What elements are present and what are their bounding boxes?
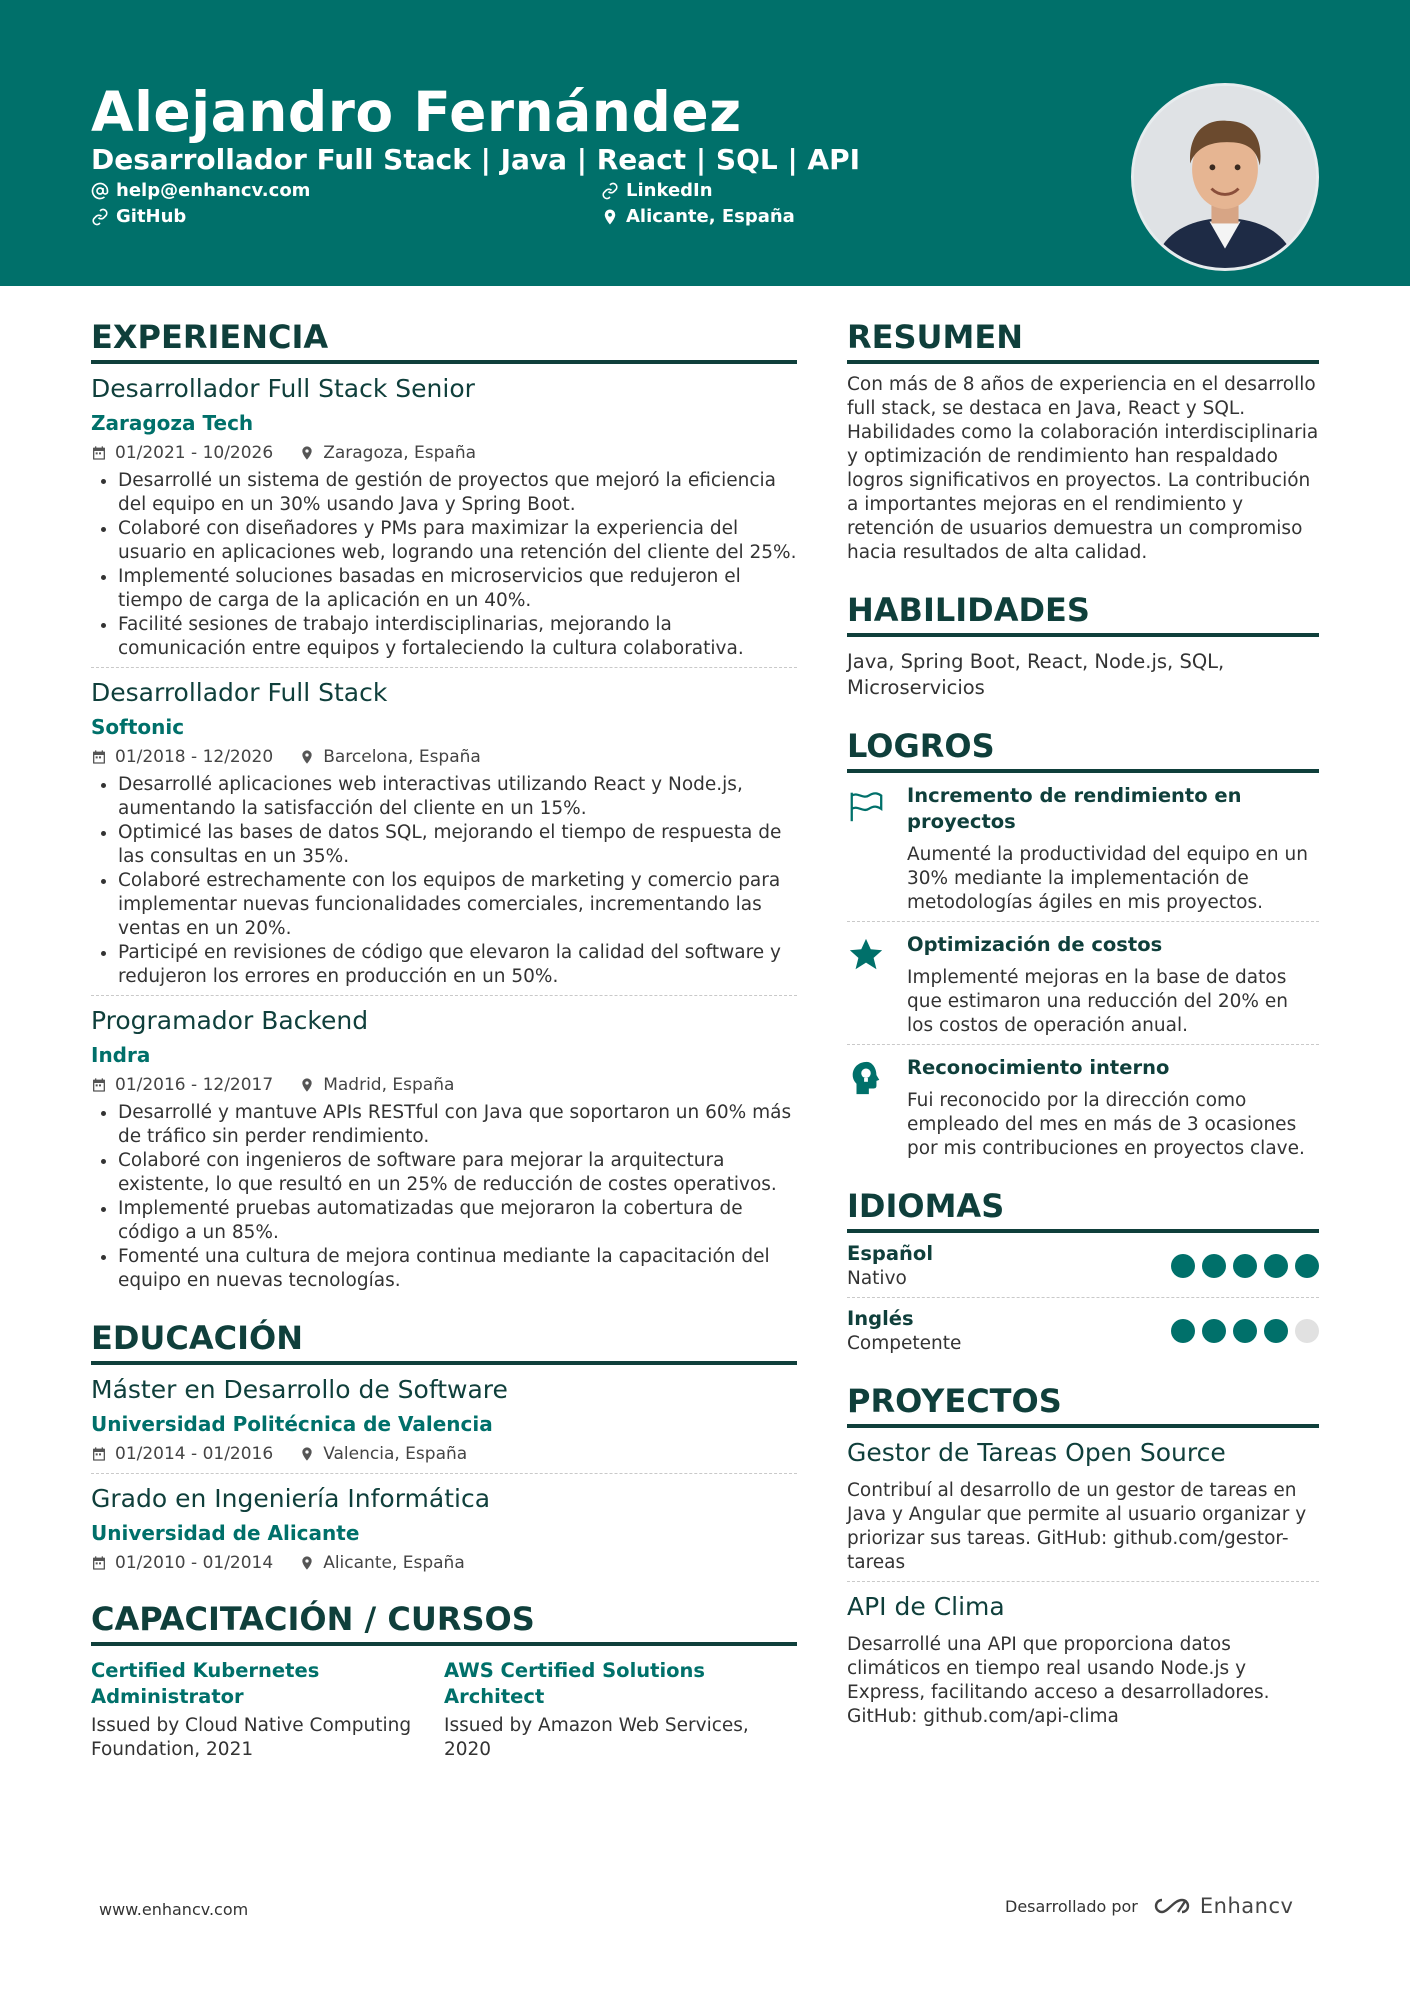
language-info bbox=[847, 1306, 961, 1356]
education-entry bbox=[91, 1482, 797, 1576]
job-role: Desarrollador Full Stack Senior bbox=[91, 374, 475, 403]
contact-email-text: help@enhancv.com bbox=[116, 180, 311, 201]
project-title: API de Clima bbox=[847, 1592, 1005, 1621]
achievement-desc: Implementé mejoras en la base de datos que estimaron una reducción del 20% en los costos de operación anual. bbox=[907, 967, 1289, 1036]
job-bullet: • Participé en revisiones de código que elevaron la calidad del software y redujeron los errores en producción en un 50%. bbox=[118, 941, 797, 989]
divider bbox=[91, 995, 797, 996]
profile-photo bbox=[1131, 83, 1319, 271]
job-location-text: Barcelona, España bbox=[323, 747, 481, 767]
calendar-icon bbox=[91, 1446, 107, 1462]
job-dates: 01/2021 - 10/2026 bbox=[115, 443, 274, 463]
achievement-icon-wrap bbox=[847, 1055, 893, 1161]
job-dates: 01/2018 - 12/2020 bbox=[115, 747, 274, 767]
course-item bbox=[444, 1658, 797, 1762]
course-title: AWS Certified Solutions Architect bbox=[444, 1659, 706, 1708]
rating-dot-filled bbox=[1171, 1254, 1195, 1278]
education-entry bbox=[91, 1373, 797, 1474]
degree-title: Grado en Ingeniería Informática bbox=[91, 1484, 491, 1513]
education-dates: 01/2014 - 01/2016 bbox=[115, 1444, 274, 1464]
job-bullets bbox=[91, 773, 797, 989]
achievement-desc: Aumenté la productividad del equipo en un 30% mediante la implementación de metodologías ágiles en mis proyectos. bbox=[907, 844, 1308, 913]
contact-linkedin-text: LinkedIn bbox=[626, 180, 713, 201]
summary-heading: RESUMEN bbox=[847, 316, 1319, 364]
language-level: Nativo bbox=[847, 1268, 907, 1289]
divider bbox=[847, 1581, 1319, 1582]
rating-dot-filled bbox=[1233, 1319, 1257, 1343]
language-level: Competente bbox=[847, 1333, 962, 1354]
job-dates: 01/2016 - 12/2017 bbox=[115, 1075, 274, 1095]
job-bullet: • Facilité sesiones de trabajo interdisciplinarias, mejorando la comunicación entre equipos y fortaleciendo la cultura colaborativa. bbox=[118, 613, 797, 661]
achievement-body bbox=[893, 932, 1319, 1038]
skills-heading: HABILIDADES bbox=[847, 589, 1319, 637]
calendar-icon bbox=[91, 1555, 107, 1571]
achievement-item bbox=[847, 783, 1319, 915]
education-location bbox=[299, 1441, 467, 1467]
right-column bbox=[847, 316, 1319, 1729]
job-bullet: • Colaboré con ingenieros de software para mejorar la arquitectura existente, lo que resultó en un 25% de reducción de costes operativos. bbox=[118, 1149, 797, 1197]
project-desc: Desarrollé una API que proporciona datos climáticos en tiempo real usando Node.js y Express, facilitando acceso a desarrolladores. GitHub: github.com/api-clima bbox=[847, 1634, 1270, 1727]
job-company: Zaragoza Tech bbox=[91, 411, 254, 435]
experience-entry bbox=[91, 372, 797, 668]
divider bbox=[847, 1044, 1319, 1045]
job-bullet: • Optimicé las bases de datos SQL, mejorando el tiempo de respuesta de las consultas en un 35%. bbox=[118, 821, 797, 869]
achievement-item bbox=[847, 932, 1319, 1038]
flag-icon bbox=[847, 787, 885, 825]
rating-dot-filled bbox=[1295, 1254, 1319, 1278]
job-bullet: • Desarrollé y mantuve APIs RESTful con Java que soportaron un 60% más de tráfico sin perder rendimiento. bbox=[118, 1101, 797, 1149]
rating-dot-filled bbox=[1171, 1319, 1195, 1343]
footer-website[interactable]: www.enhancv.com bbox=[99, 1900, 249, 1919]
job-company: Softonic bbox=[91, 715, 185, 739]
link-icon bbox=[91, 208, 109, 226]
job-location-text: Zaragoza, España bbox=[323, 443, 477, 463]
job-role: Desarrollador Full Stack bbox=[91, 678, 388, 707]
job-bullet: • Colaboré con diseñadores y PMs para maximizar la experiencia del usuario en aplicaciones web, logrando una retención del cliente del 25%. bbox=[118, 517, 797, 565]
contact-location-text: Alicante, España bbox=[626, 206, 795, 227]
experience-entry bbox=[91, 1004, 797, 1293]
achievement-title: Reconocimiento interno bbox=[907, 1056, 1170, 1079]
achievement-icon-wrap bbox=[847, 932, 893, 1038]
location-pin-icon bbox=[299, 1446, 315, 1462]
divider bbox=[91, 667, 797, 668]
job-bullets bbox=[91, 1101, 797, 1293]
language-item bbox=[847, 1241, 1319, 1291]
job-location bbox=[299, 1072, 454, 1098]
job-bullets bbox=[91, 469, 797, 661]
at-icon bbox=[91, 182, 109, 200]
project-title: Gestor de Tareas Open Source bbox=[847, 1438, 1226, 1467]
education-heading: EDUCACIÓN bbox=[91, 1317, 797, 1365]
divider bbox=[847, 921, 1319, 922]
education-meta bbox=[91, 1441, 797, 1467]
footer-credit bbox=[1005, 1894, 1293, 1918]
job-bullet: • Colaboré estrechamente con los equipos de marketing y comercio para implementar nuevas funcionalidades comerciales, incrementando las ventas en un 20%. bbox=[118, 869, 797, 941]
language-rating bbox=[1171, 1254, 1319, 1278]
school-name: Universidad de Alicante bbox=[91, 1521, 360, 1545]
job-meta bbox=[91, 440, 797, 466]
course-title: Certified Kubernetes Administrator bbox=[91, 1659, 320, 1708]
contact-github[interactable] bbox=[91, 204, 186, 230]
job-bullet: • Implementé pruebas automatizadas que mejoraron la cobertura de código a un 85%. bbox=[118, 1197, 797, 1245]
experience-heading: EXPERIENCIA bbox=[91, 316, 797, 364]
calendar-icon bbox=[91, 749, 107, 765]
education-location-text: Alicante, España bbox=[323, 1553, 465, 1573]
achievement-body bbox=[893, 783, 1319, 915]
star-icon bbox=[847, 936, 885, 974]
candidate-name: Alejandro Fernández bbox=[91, 80, 742, 144]
projects-heading: PROYECTOS bbox=[847, 1380, 1319, 1428]
enhancv-logo-icon bbox=[1150, 1894, 1194, 1918]
divider bbox=[847, 1297, 1319, 1298]
location-pin-icon bbox=[299, 749, 315, 765]
language-item bbox=[847, 1306, 1319, 1356]
candidate-tagline: Desarrollador Full Stack | Java | React | SQL | API bbox=[91, 143, 861, 176]
job-role: Programador Backend bbox=[91, 1006, 369, 1035]
language-name: Español bbox=[847, 1242, 934, 1265]
education-location-text: Valencia, España bbox=[323, 1444, 468, 1464]
footer-credit-text: Desarrollado por bbox=[1005, 1896, 1138, 1916]
language-name: Inglés bbox=[847, 1307, 914, 1330]
job-bullet: • Implementé soluciones basadas en microservicios que redujeron el tiempo de carga de la aplicación en un 40%. bbox=[118, 565, 797, 613]
left-column bbox=[91, 316, 797, 1762]
calendar-icon bbox=[91, 445, 107, 461]
calendar-icon bbox=[91, 1077, 107, 1093]
rating-dot-filled bbox=[1202, 1319, 1226, 1343]
contact-github-text: GitHub bbox=[116, 206, 187, 227]
education-location bbox=[299, 1550, 465, 1576]
rating-dot-filled bbox=[1202, 1254, 1226, 1278]
avatar-illustration bbox=[1134, 86, 1316, 268]
course-item bbox=[91, 1658, 444, 1762]
location-pin-icon bbox=[601, 208, 619, 226]
project-item bbox=[847, 1590, 1319, 1729]
job-location bbox=[299, 440, 476, 466]
achievement-title: Optimización de costos bbox=[907, 933, 1163, 956]
courses-list bbox=[91, 1658, 797, 1762]
rating-dot-filled bbox=[1264, 1254, 1288, 1278]
education-dates: 01/2010 - 01/2014 bbox=[115, 1553, 274, 1573]
experience-entry bbox=[91, 676, 797, 996]
degree-title: Máster en Desarrollo de Software bbox=[91, 1375, 508, 1404]
achievement-item bbox=[847, 1055, 1319, 1161]
achievement-desc: Fui reconocido por la dirección como empleado del mes en más de 3 ocasiones por mis contribuciones en proyectos clave. bbox=[907, 1090, 1305, 1159]
rating-dot-empty bbox=[1295, 1319, 1319, 1343]
divider bbox=[91, 1473, 797, 1474]
footer-brand: Enhancv bbox=[1199, 1894, 1294, 1918]
achievement-body bbox=[893, 1055, 1319, 1161]
language-rating bbox=[1171, 1319, 1319, 1343]
contact-email[interactable] bbox=[91, 178, 310, 204]
location-pin-icon bbox=[299, 1077, 315, 1093]
job-bullet: • Desarrollé un sistema de gestión de proyectos que mejoró la eficiencia del equipo en un 30% usando Java y Spring Boot. bbox=[118, 469, 797, 517]
education-meta bbox=[91, 1550, 797, 1576]
contact-location bbox=[601, 204, 795, 230]
achievements-heading: LOGROS bbox=[847, 725, 1319, 773]
job-meta bbox=[91, 744, 797, 770]
summary-text: Con más de 8 años de experiencia en el desarrollo full stack, se destaca en Java, React y SQL. Habilidades como la colaboración interdisciplinaria y optimización de rendimiento han respaldado logros significativos en proyectos. La contribución a importantes mejoras en el rendimiento y retención de usuarios demuestra un compromiso hacia resultados de alta calidad. bbox=[847, 374, 1319, 563]
job-meta bbox=[91, 1072, 797, 1098]
project-item bbox=[847, 1436, 1319, 1582]
school-name: Universidad Politécnica de Valencia bbox=[91, 1412, 493, 1436]
contact-linkedin[interactable] bbox=[601, 178, 713, 204]
location-pin-icon bbox=[299, 1555, 315, 1571]
languages-heading: IDIOMAS bbox=[847, 1185, 1319, 1233]
rating-dot-filled bbox=[1233, 1254, 1257, 1278]
head-lightbulb-icon bbox=[847, 1059, 885, 1097]
location-pin-icon bbox=[299, 445, 315, 461]
project-desc: Contribuí al desarrollo de un gestor de tareas en Java y Angular que permite al usuario organizar y priorizar sus tareas. GitHub: github.com/gestor-tareas bbox=[847, 1480, 1307, 1573]
course-desc: Issued by Cloud Native Computing Foundation, 2021 bbox=[91, 1715, 412, 1760]
job-company: Indra bbox=[91, 1043, 151, 1067]
job-bullet: • Fomenté una cultura de mejora continua mediante la capacitación del equipo en nuevas tecnologías. bbox=[118, 1245, 797, 1293]
job-location bbox=[299, 744, 481, 770]
courses-heading: CAPACITACIÓN / CURSOS bbox=[91, 1598, 797, 1646]
language-info bbox=[847, 1241, 933, 1291]
link-icon bbox=[601, 182, 619, 200]
skills-text: Java, Spring Boot, React, Node.js, SQL, Microservicios bbox=[847, 650, 1225, 699]
job-location-text: Madrid, España bbox=[323, 1075, 455, 1095]
job-bullet: • Desarrollé aplicaciones web interactivas utilizando React y Node.js, aumentando la satisfacción del cliente en un 15%. bbox=[118, 773, 797, 821]
rating-dot-filled bbox=[1264, 1319, 1288, 1343]
achievement-icon-wrap bbox=[847, 783, 893, 915]
header-banner bbox=[0, 0, 1410, 286]
achievement-title: Incremento de rendimiento en proyectos bbox=[907, 784, 1242, 833]
course-desc: Issued by Amazon Web Services, 2020 bbox=[444, 1715, 749, 1760]
